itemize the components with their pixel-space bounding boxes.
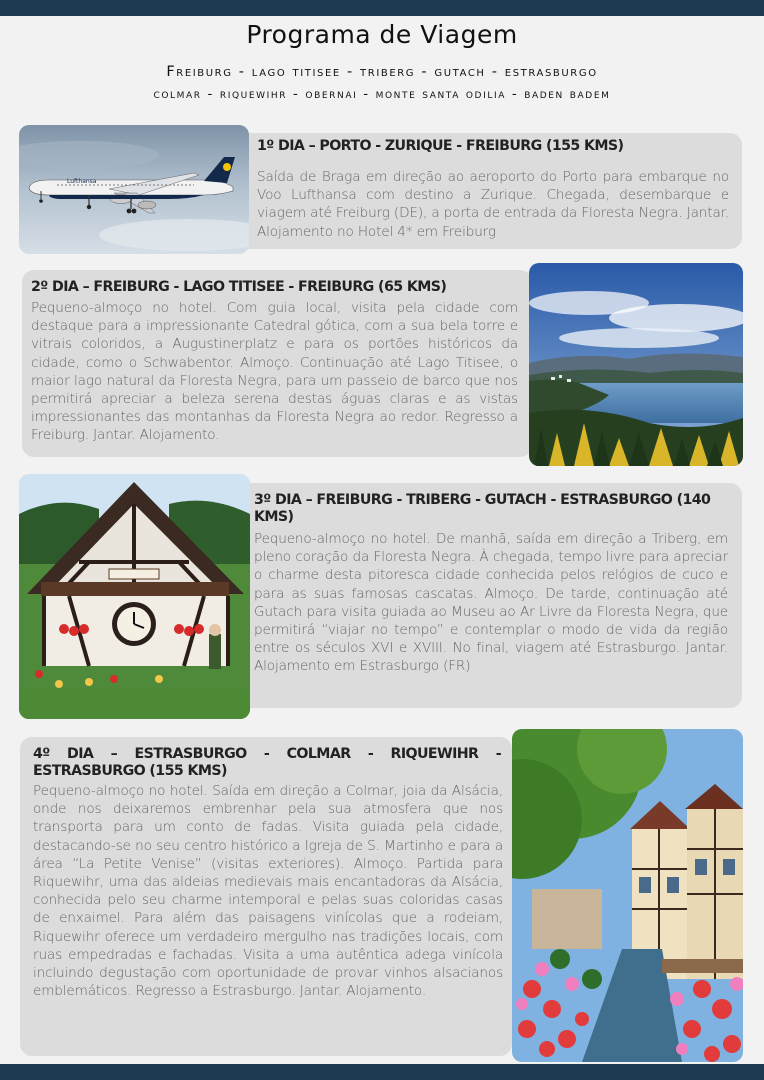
day-3-title: 3º DIA – FREIBURG - TRIBERG - GUTACH - ESTRASBURGO (140 KMS) [254, 492, 711, 525]
day-1-photo-airplane [19, 125, 249, 254]
route-line-2: colmar - riquewihr - obernai - monte santa odilia - baden badem [153, 86, 611, 102]
day-3-text: Pequeno-almoço no hotel. De manhã, saída em direção a Triberg, em pleno coração da Floresta Negra. À chegada, tempo livre para apreciar o charme desta pitoresca cidade conhecida pelos relógios de cuco e para as suas famosas cascatas. Almoço. De tarde, continuação até Gutach para visita guiada ao Museu ao Ar Livre da Floresta Negra, que permitirá “viajar no tempo” e contemplar o modo de vida da região entre os séculos XVI e XVIII. No final, viagem até Estrasburgo. Jantar. Alojamento em Estrasburgo (FR) [254, 531, 728, 675]
top-bar [0, 0, 764, 16]
colmar-petite-venise-image [512, 729, 743, 1062]
airline-logo-text: Lufthansa [67, 178, 97, 185]
bottom-bar [0, 1064, 764, 1080]
route-line-1: Freiburg - lago titisee - triberg - gutach - estrasburgo [166, 64, 598, 80]
lake-titisee-image [529, 263, 743, 466]
page-title: Programa de Viagem [246, 20, 518, 49]
day-1-text: Saída de Braga em direção ao aeroporto do Porto para embarque no Voo Lufthansa com destino a Zurique. Chegada, desembarque e viagem até Freiburg (DE), a porta de entrada da Floresta Negra. Jantar. Alojamento no Hotel 4* em Freiburg [257, 169, 729, 240]
airplane-image [19, 125, 249, 254]
day-2-title: 2º DIA – FREIBURG - LAGO TITISEE - FREIBURG (65 KMS) [31, 279, 447, 295]
day-2-text: Pequeno-almoço no hotel. Com guia local, visita pela cidade com destaque para a impressionante Catedral gótica, com a sua bela torre e vitrais coloridos, a Augustinerplatz e para os portões históricos da cidade, como o Schwabentor. Almoço. Continuação até Lago Titisee, o maior lago natural da Floresta Negra, para um passeio de barco que nos permitirá apreciar a beleza serena destas águas claras e as vistas impressionantes das montanhas da Floresta Negra ao redor. Regresso a Freiburg. Jantar. Alojamento. [31, 300, 518, 444]
black-forest-house-image [19, 474, 250, 719]
day-4-photo-colmar [512, 729, 743, 1062]
day-3-photo-house [19, 474, 250, 719]
day-4-title: 4º DIA – ESTRASBURGO - COLMAR - RIQUEWIHR - ESTRASBURGO (155 KMS) [33, 746, 501, 779]
day-4-text: Pequeno-almoço no hotel. Saída em direção a Colmar, joia da Alsácia, onde nos deixaremos embrenhar pela sua atmosfera que nos transporta para um conto de fadas. Visita guiada pela cidade, destacando-se no seu centro histórico a Igreja de S. Martinho e para a área “La Petite Venise” (visitas exteriores). Almoço. Partida para Riquewihr, uma das aldeias medievais mais encantadoras da Alsácia, conhecida pelo seu charme intemporal e pelas suas coloridas casas de enxaimel. Para além das paisagens vinícolas que a rodeiam, Riquewihr oferece um verdadeiro mergulho nas tradições locais, com ruas empedradas e fachadas. Visita a uma autêntica adega vinícola incluindo degustação com oportunidade de provar vinhos alsacianos emblemáticos. Regresso a Estrasburgo. Jantar. Alojamento. [33, 783, 503, 1000]
day-2-photo-lake [529, 263, 743, 466]
day-1-title: 1º DIA – PORTO - ZURIQUE - FREIBURG (155 KMS) [257, 138, 624, 154]
